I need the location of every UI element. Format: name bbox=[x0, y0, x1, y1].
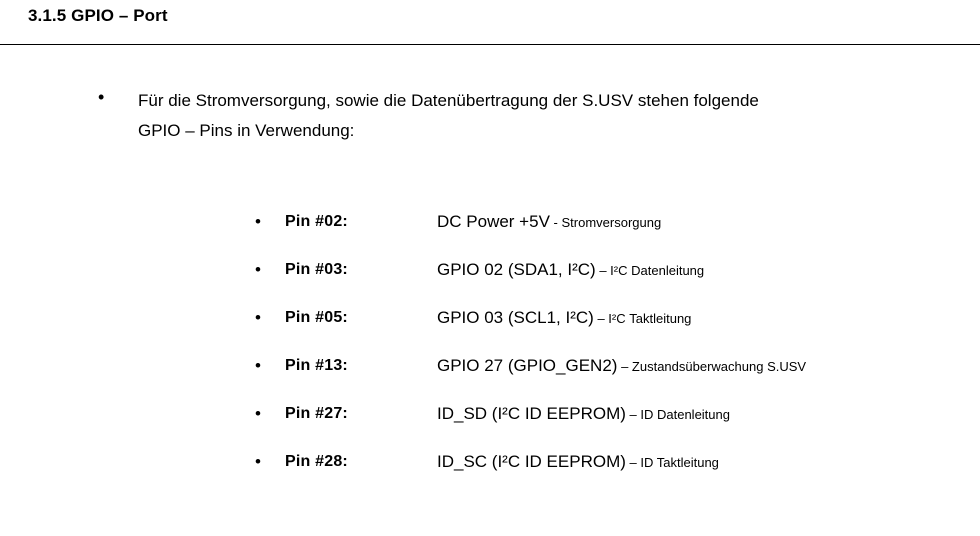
pin-label: Pin #02: bbox=[285, 213, 348, 230]
pin-description bbox=[437, 402, 730, 427]
list-item bbox=[255, 450, 955, 498]
pin-detail: Zustandsüberwachung S.USV bbox=[631, 359, 807, 374]
bullet-icon: • bbox=[255, 212, 261, 231]
pin-detail: ID Taktleitung bbox=[640, 455, 719, 470]
pin-list bbox=[255, 210, 955, 498]
pin-description bbox=[437, 210, 661, 235]
pin-detail: Stromversorgung bbox=[561, 215, 662, 230]
bullet-icon: • bbox=[255, 356, 261, 375]
list-item bbox=[255, 402, 955, 450]
pin-detail-prefix: I²C bbox=[610, 263, 628, 278]
list-item bbox=[255, 258, 955, 306]
pin-separator: – bbox=[617, 359, 632, 374]
list-item bbox=[255, 306, 955, 354]
bullet-icon: • bbox=[255, 260, 261, 279]
bullet-icon: • bbox=[255, 308, 261, 327]
horizontal-rule bbox=[0, 44, 980, 45]
bullet-icon: • bbox=[255, 452, 261, 471]
pin-description bbox=[437, 354, 806, 379]
pin-detail: Taktleitung bbox=[629, 311, 692, 326]
bullet-icon: • bbox=[98, 87, 105, 107]
pin-detail: ID Datenleitung bbox=[640, 407, 730, 422]
pin-label: Pin #13: bbox=[285, 357, 348, 374]
pin-description bbox=[437, 306, 691, 331]
pin-main: ID_SC (I²C ID EEPROM) bbox=[437, 452, 626, 471]
pin-separator: – bbox=[595, 263, 611, 278]
pin-main: ID_SD (I²C ID EEPROM) bbox=[437, 404, 626, 423]
pin-detail: Datenleitung bbox=[631, 263, 705, 278]
intro-bullet-text bbox=[138, 86, 928, 146]
pin-label: Pin #28: bbox=[285, 453, 348, 470]
pin-detail-prefix: I²C bbox=[608, 311, 626, 326]
pin-separator: – bbox=[625, 407, 641, 422]
pin-main: GPIO 03 (SCL1, I²C) bbox=[437, 308, 594, 327]
pin-main: GPIO 02 (SDA1, I²C) bbox=[437, 260, 596, 279]
intro-bullet-item bbox=[98, 86, 928, 146]
list-item bbox=[255, 354, 955, 402]
pin-separator: – bbox=[625, 455, 641, 470]
intro-bullet-line-2: GPIO – Pins in Verwendung: bbox=[138, 121, 355, 140]
pin-label: Pin #03: bbox=[285, 261, 348, 278]
pin-label: Pin #05: bbox=[285, 309, 348, 326]
intro-bullet-line-1: Für die Stromversorgung, sowie die Datenübertragung der S.USV stehen folgende bbox=[138, 91, 759, 110]
pin-description bbox=[437, 258, 704, 283]
pin-main: DC Power +5V bbox=[437, 212, 550, 231]
pin-separator: - bbox=[549, 215, 562, 230]
bullet-icon: • bbox=[255, 404, 261, 423]
pin-main: GPIO 27 (GPIO_GEN2) bbox=[437, 356, 618, 375]
pin-separator: – bbox=[593, 311, 609, 326]
pin-label: Pin #27: bbox=[285, 405, 348, 422]
pin-description bbox=[437, 450, 719, 475]
list-item bbox=[255, 210, 955, 258]
page-title: 3.1.5 GPIO – Port bbox=[28, 6, 168, 25]
